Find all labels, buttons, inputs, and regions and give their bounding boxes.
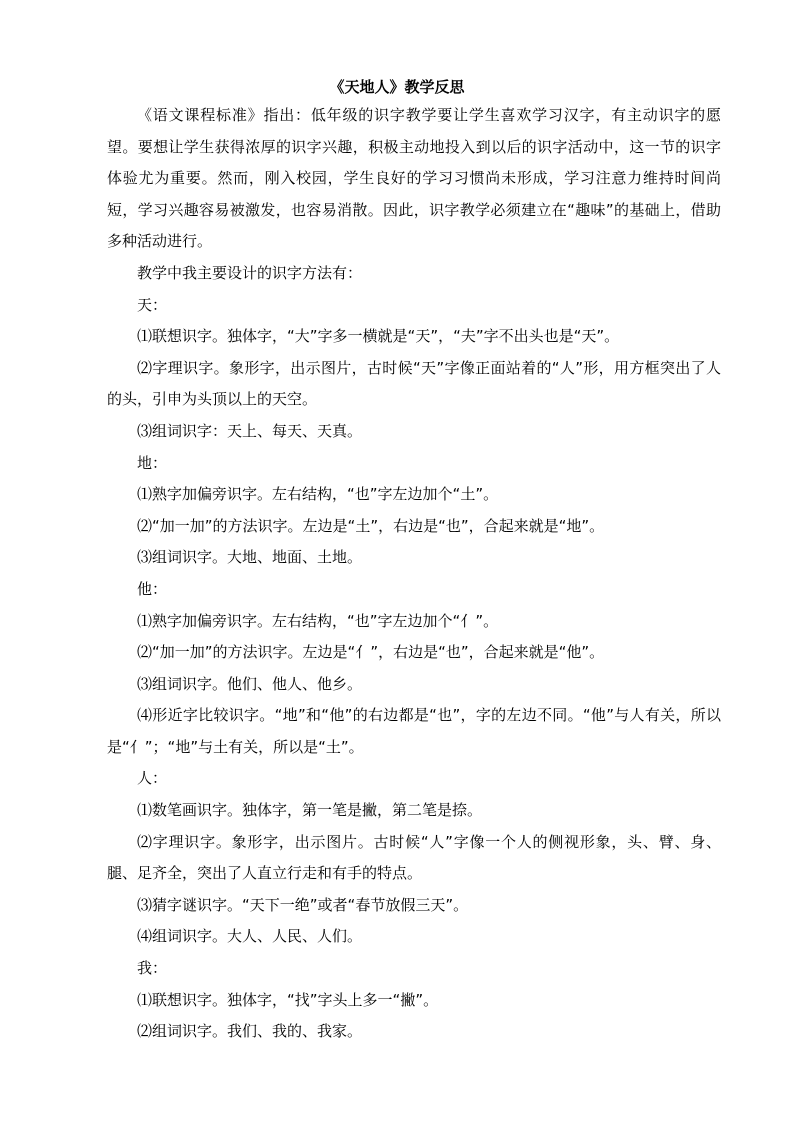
list-item: ⑷组词识字。大人、人民、人们。 [137,927,363,946]
list-item: ⑶猜字谜识字。“天下一绝”或者“春节放假三天”。 [137,895,469,914]
paragraph-methods-intro: 教学中我主要设计的识字方法有： [137,263,363,282]
list-item: ⑵字理识字。象形字，出示图片，古时候“天”字像正面站着的“人”形，用方框突出了人的头，引申为头顶以上的天空。 [107,358,721,409]
list-item: ⑴联想识字。独体字，“大”字多一横就是“天”，“夫”字不出头也是“天”。 [137,327,620,346]
list-item: ⑶组词识字：天上、每天、天真。 [137,421,363,440]
document-body [107,100,721,1048]
paragraph-intro: 《语文课程标准》指出：低年级的识字教学要让学生喜欢学习汉字，有主动识字的愿望。要想让学生获得浓厚的识字兴趣，积极主动地投入到以后的识字活动中，这一节的识字体验尤为重要。然而，刚入校园，学生良好的学习习惯尚未形成，学习注意力维持时间尚短，学习兴趣容易被激发，也容易消散。因此，识字教学必须建立在“趣味”的基础上，借助多种活动进行。 [107,106,721,251]
list-item: ⑷形近字比较识字。“地”和“他”的右边都是“也”，字的左边不同。“他”与人有关，所以是“亻”；“地”与土有关，所以是“土”。 [107,706,721,756]
list-item: ⑵“加一加”的方法识字。左边是“亻”，右边是“也”，合起来就是“他”。 [137,643,605,662]
list-item: ⑴联想识字。独体字，“找”字头上多一“撇”。 [137,990,439,1009]
heading-wo: 我： [137,959,168,978]
list-item: ⑴熟字加偏旁识字。左右结构，“也”字左边加个“亻”。 [137,611,499,630]
heading-tian: 天： [137,295,168,314]
list-item: ⑵组词识字。我们、我的、我家。 [137,1022,363,1041]
list-item: ⑵“加一加”的方法识字。左边是“土”，右边是“也”，合起来就是“地”。 [137,516,605,535]
heading-di: 地： [137,453,168,472]
heading-ta: 他： [137,579,168,598]
list-item: ⑶组词识字。大地、地面、土地。 [137,548,363,567]
list-item: ⑴熟字加偏旁识字。左右结构，“也”字左边加个“土”。 [137,485,499,504]
list-item: ⑵字理识字。象形字，出示图片。古时候“人”字像一个人的侧视形象，头、臂、身、腿、足齐全，突出了人直立行走和有手的特点。 [107,832,721,883]
list-item: ⑶组词识字。他们、他人、他乡。 [137,674,363,693]
heading-ren: 人： [137,769,168,788]
document-title: 《天地人》教学反思 [329,78,465,96]
list-item: ⑴数笔画识字。独体字，第一笔是撇，第二笔是捺。 [137,801,483,820]
